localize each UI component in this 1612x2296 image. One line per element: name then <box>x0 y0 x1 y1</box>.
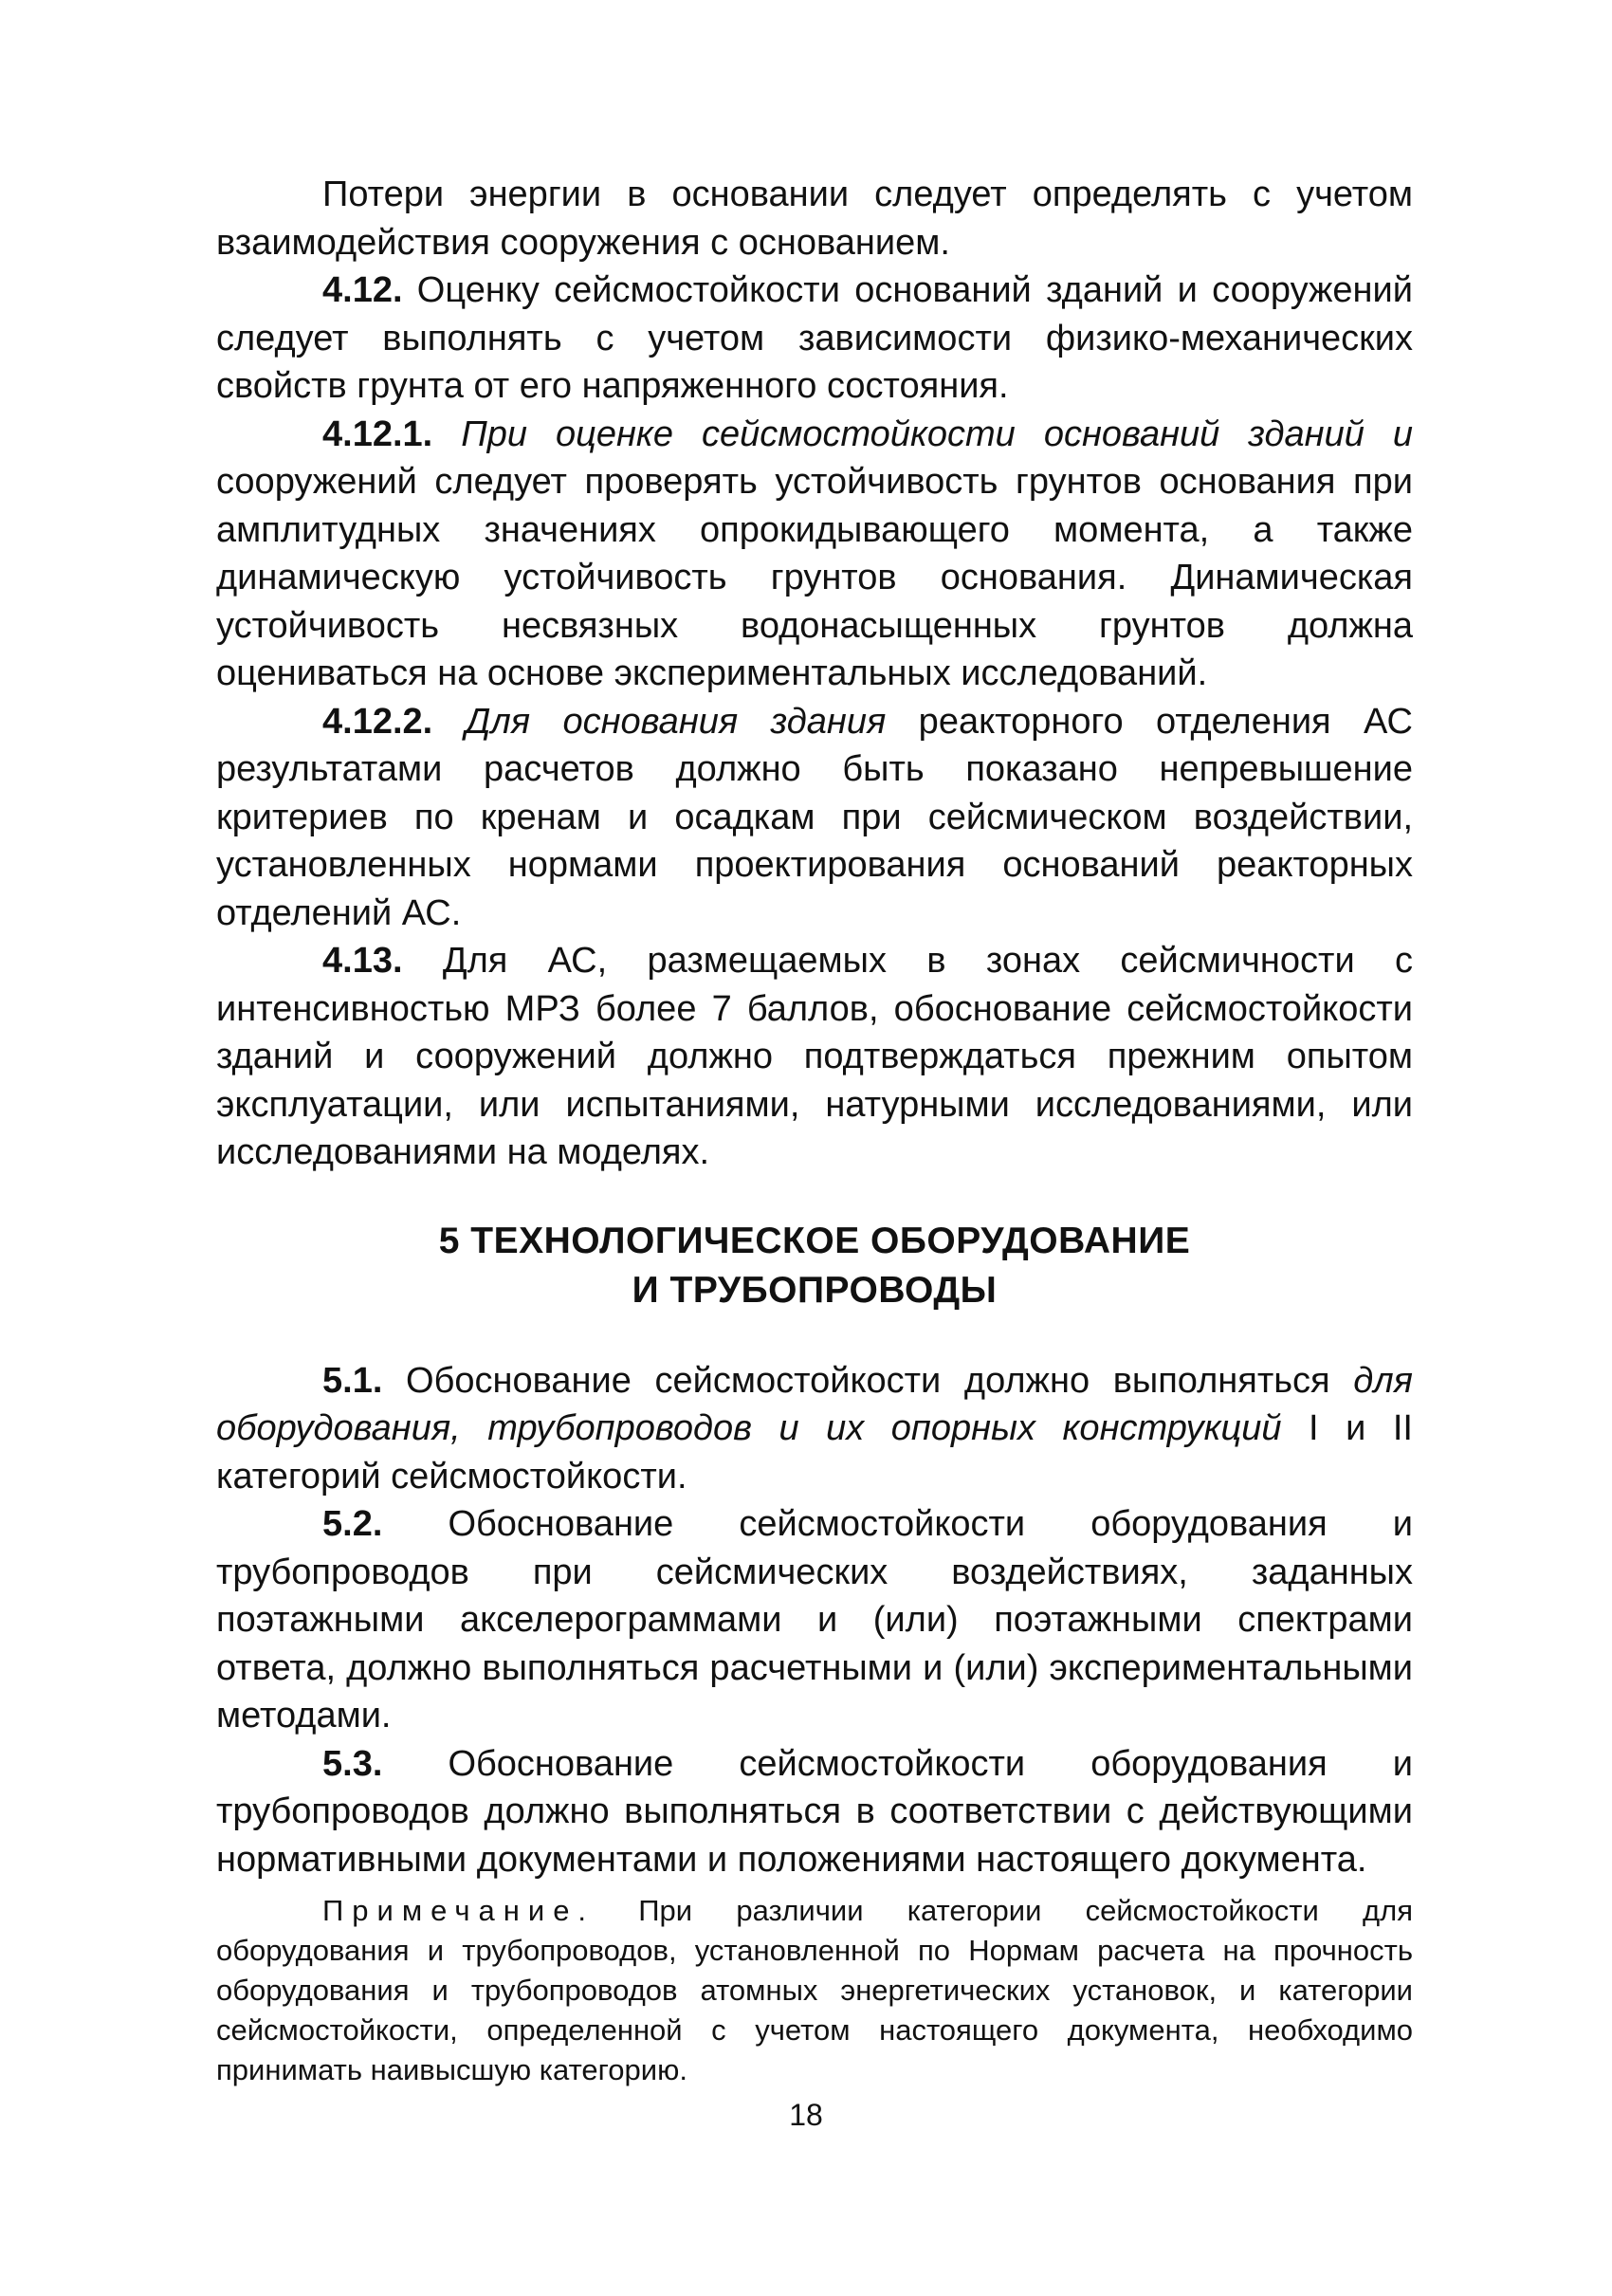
paragraph-text: Оценку сейсмостойкости оснований зданий и сооружений следует выполнять с учетом зависимости физико-механических свойств грунта от его напряженного состояния. <box>216 270 1413 406</box>
section-heading <box>216 1217 1413 1315</box>
note <box>216 1891 1413 2090</box>
paragraph-4-12 <box>216 266 1413 411</box>
paragraph-text-italic: для оборудования, трубопроводов и их опорных конструкций <box>216 1360 1413 1448</box>
paragraph-text: реакторного отделения АС результатами расчетов должно быть показано непревышение критериев по кренам и осадкам при сейсмическом воздействии, установленных нормами проектирования оснований реакторных отделений АС. <box>216 701 1413 933</box>
clause-number: 4.13. <box>322 941 403 981</box>
paragraph-energy-loss <box>216 171 1413 266</box>
paragraph-text: сооружений следует проверять устойчивость грунтов основания при амплитудных значениях опрокидывающего момента, а также динамическую устойчивость грунтов основания. Динамическая устойчивость несвязных водонасыщенных грунтов должна оцениваться на основе экспериментальных исследований. <box>216 462 1413 693</box>
paragraph-text: I и II категорий сейсмостойкости. <box>216 1408 1413 1497</box>
paragraph-5-1 <box>216 1357 1413 1501</box>
page-number: 18 <box>789 2098 823 2132</box>
paragraph-text-italic: При оценке сейсмостойкости оснований зданий и <box>432 413 1413 454</box>
note-label: Примечание. <box>322 1894 595 1927</box>
document-page <box>216 171 1413 2090</box>
paragraph-text: Обоснование сейсмостойкости должно выполняться <box>382 1360 1330 1401</box>
paragraph-text: Потери энергии в основании следует определять с учетом взаимодействия сооружения с основанием. <box>216 174 1413 263</box>
clause-number: 4.12.2. <box>322 701 433 742</box>
paragraph-5-3 <box>216 1740 1413 1884</box>
note-text: При различии категории сейсмостойкости для оборудования и трубопроводов, установленной по Нормам расчета на прочность оборудования и трубопроводов атомных энергетических установок, и категории сейсмостойкости, определенной с учетом настоящего документа, необходимо принимать наивысшую категорию. <box>216 1894 1413 2086</box>
paragraph-text-italic: Для основания здания <box>432 701 887 742</box>
clause-number: 4.12. <box>322 270 403 310</box>
paragraph-4-12-2 <box>216 698 1413 938</box>
clause-number: 5.1. <box>322 1360 383 1401</box>
section-heading-line-2: И ТРУБОПРОВОДЫ <box>632 1269 998 1311</box>
paragraph-5-2 <box>216 1500 1413 1740</box>
paragraph-4-12-1 <box>216 411 1413 698</box>
paragraph-text: Обоснование сейсмостойкости оборудования и трубопроводов должно выполняться в соответствии с действующими нормативными документами и положениями настоящего документа. <box>216 1743 1413 1880</box>
clause-number: 4.12.1. <box>322 413 433 454</box>
section-heading-line-1: 5 ТЕХНОЛОГИЧЕСКОЕ ОБОРУДОВАНИЕ <box>438 1220 1191 1261</box>
clause-number: 5.3. <box>322 1743 383 1784</box>
paragraph-4-13 <box>216 937 1413 1177</box>
paragraph-text: Обоснование сейсмостойкости оборудования и трубопроводов при сейсмических воздействиях, заданных поэтажными акселерограммами и (или) поэтажными спектрами ответа, должно выполняться расчетными и (или) экспериментальными методами. <box>216 1504 1413 1736</box>
clause-number: 5.2. <box>322 1504 383 1544</box>
paragraph-text: Для АС, размещаемых в зонах сейсмичности с интенсивностью МРЗ более 7 баллов, обоснование сейсмостойкости зданий и сооружений должно подтверждаться прежним опытом эксплуатации, или испытаниями, натурными исследованиями, или исследованиями на моделях. <box>216 941 1413 1172</box>
